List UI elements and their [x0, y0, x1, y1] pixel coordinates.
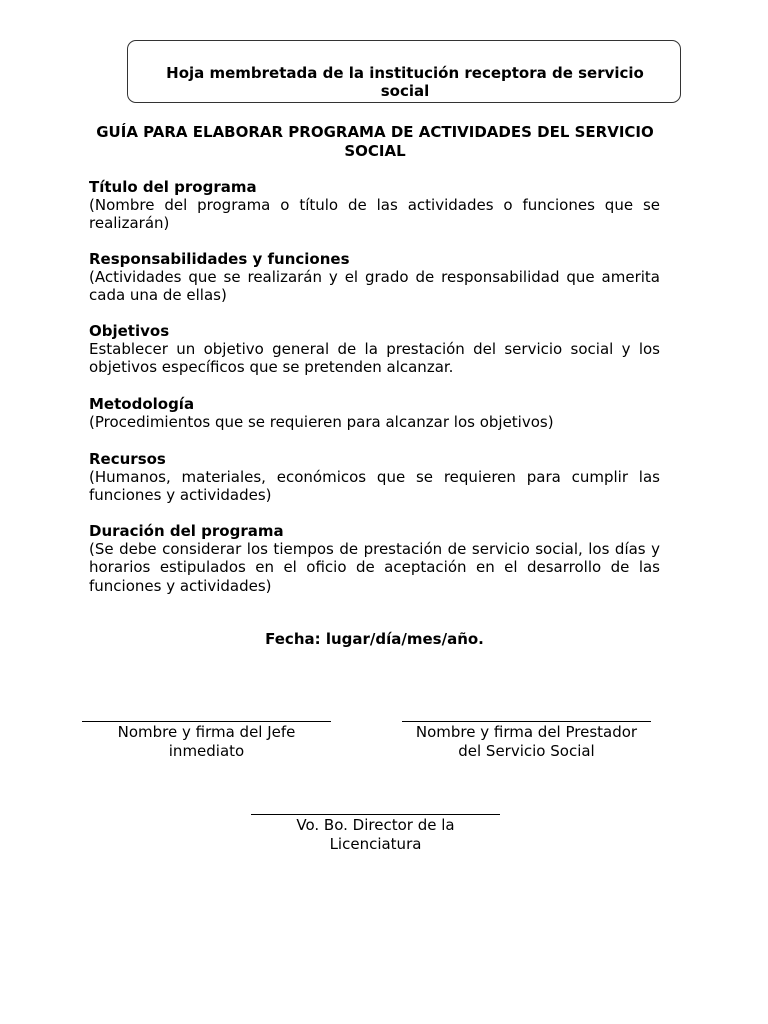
section-body: (Humanos, materiales, económicos que se requieren para cumplir las funciones y actividades)	[89, 468, 660, 505]
section-objetivos	[89, 322, 660, 377]
section-responsabilidades	[89, 250, 660, 305]
signature-label-line2: del Servicio Social	[458, 741, 595, 760]
section-body: (Procedimientos que se requieren para alcanzar los objetivos)	[89, 413, 554, 432]
section-metodologia	[89, 395, 660, 431]
section-recursos	[89, 450, 660, 505]
signature-label-line1: Vo. Bo. Director de la	[296, 816, 455, 834]
section-body: (Actividades que se realizarán y el grado de responsabilidad que amerita cada una de ellas)	[89, 268, 660, 305]
section-heading: Recursos	[89, 450, 166, 468]
section-heading: Metodología	[89, 395, 195, 413]
signature-line	[82, 721, 331, 722]
section-heading: Objetivos	[89, 322, 170, 340]
signature-label-line1: Nombre y firma del Jefe	[117, 723, 296, 741]
signature-label-line2: Licenciatura	[329, 834, 422, 853]
section-heading: Título del programa	[89, 178, 257, 196]
section-body: (Se debe considerar los tiempos de prestación de servicio social, los días y horarios estipulados en el oficio de aceptación en el desarrollo de las funciones y actividades)	[89, 540, 660, 595]
section-heading: Duración del programa	[89, 522, 284, 540]
section-duracion	[89, 522, 660, 595]
letterhead-text: Hoja membretada de la institución receptora de servicio social	[166, 64, 644, 100]
section-titulo	[89, 178, 660, 233]
document-title: GUÍA PARA ELABORAR PROGRAMA DE ACTIVIDADES DEL SERVICIO SOCIAL	[96, 123, 654, 160]
section-body: Establecer un objetivo general de la prestación del servicio social y los objetivos específicos que se pretenden alcanzar.	[89, 340, 660, 377]
signature-director	[251, 814, 500, 853]
signature-label-line2: inmediato	[168, 741, 245, 760]
section-body: (Nombre del programa o título de las actividades o funciones que se realizarán)	[89, 196, 660, 233]
signature-label-line1: Nombre y firma del Prestador	[415, 723, 638, 741]
signature-prestador	[402, 721, 651, 760]
signature-jefe	[82, 721, 331, 760]
date-line: Fecha: lugar/día/mes/año.	[265, 630, 484, 648]
signature-line	[251, 814, 500, 815]
section-heading: Responsabilidades y funciones	[89, 250, 350, 268]
signature-line	[402, 721, 651, 722]
